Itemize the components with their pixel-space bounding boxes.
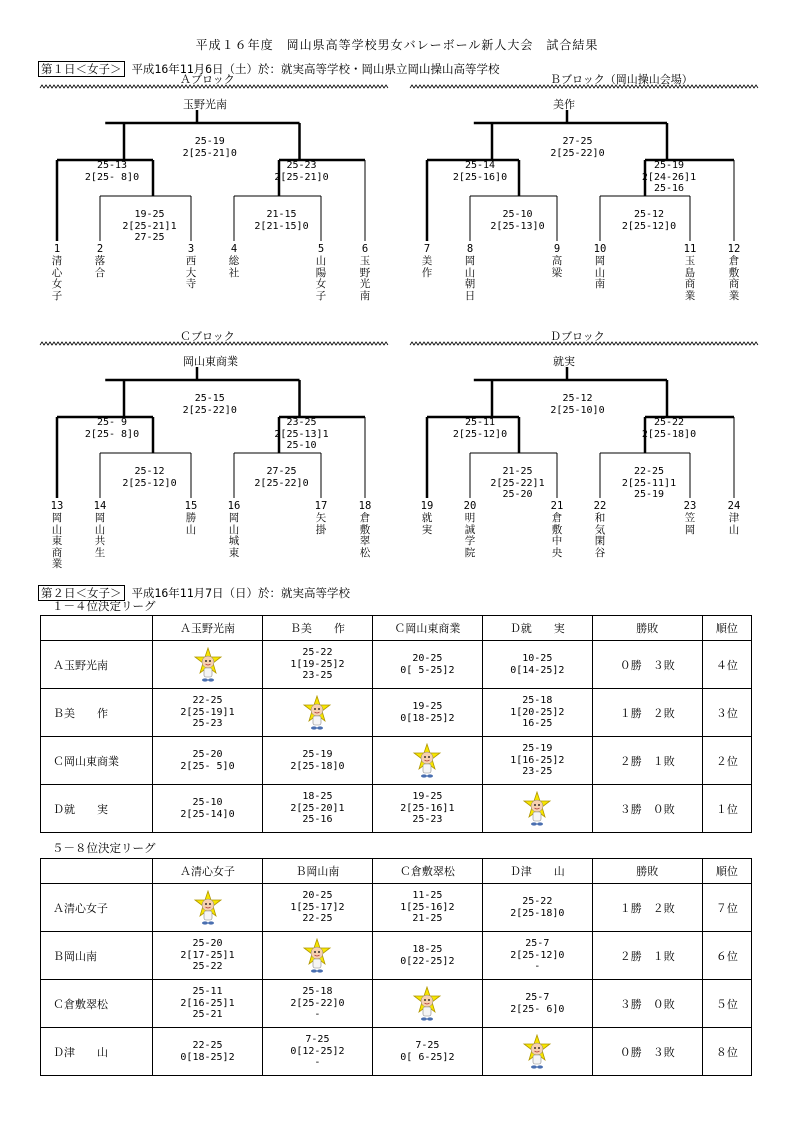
team-number: 6 [361, 243, 369, 255]
team-name: 美作 [421, 255, 433, 279]
match-score-line: 20-25 [412, 653, 443, 664]
self-match-cell [262, 932, 372, 980]
semi-right-score-line: 25-22 [653, 417, 685, 428]
quarter-left-score-line: 25-12 [134, 466, 165, 477]
match-score-line: 0[22-25]2 [400, 955, 455, 967]
block-winner: 玉野光南 [183, 98, 227, 111]
block-winner: 岡山東商業 [183, 355, 238, 368]
block-name: Ｃブロック [180, 330, 235, 343]
team-number: 9 [553, 243, 561, 255]
match-score-line: 2[25-14]0 [180, 808, 235, 820]
quarter-left-score [473, 466, 563, 501]
match-score-line: 0[12-25]2 [290, 1045, 345, 1057]
semi-left-score-line: 2[25- 8]0 [84, 171, 140, 183]
match-score-line: 2[16-25]1 [180, 997, 235, 1009]
match-score-line: 7-25 [415, 1040, 440, 1051]
semi-right-score-line: 2[25-13]1 [274, 428, 329, 440]
quarter-left-score [105, 209, 195, 244]
final-score [533, 393, 623, 416]
team-name: 和気閑谷 [594, 512, 606, 559]
final-score-line: 25-19 [194, 136, 225, 147]
team-name: 玉島商業 [684, 255, 696, 302]
match-score-cell [372, 884, 482, 932]
match-score-line: 22-25 [192, 695, 223, 707]
match-score-cell [482, 980, 592, 1028]
quarter-left-score-line: 2[25-12]0 [122, 477, 177, 489]
match-score-line: 1[20-25]2 [510, 706, 565, 718]
final-score [165, 393, 255, 416]
quarter-left-score [105, 466, 195, 489]
league-header-cell: Ａ清心女子 [153, 859, 263, 884]
semi-left-score-line: 2[25-16]0 [452, 171, 508, 183]
team-name: 津山 [728, 512, 740, 536]
match-score-cell [153, 932, 263, 980]
match-score-cell [153, 980, 263, 1028]
final-score-line: 2[25-21]0 [182, 147, 237, 159]
semi-right-score [624, 160, 714, 195]
match-score-cell [482, 884, 592, 932]
league-team-name: Ａ清心女子 [41, 884, 153, 932]
match-score-line: 25-20 [192, 749, 223, 760]
team-number: 20 [463, 500, 477, 512]
self-match-cell [372, 737, 482, 785]
league-header-cell: Ｄ津 山 [482, 859, 592, 884]
quarter-right-score-line: 2[25-22]0 [254, 477, 309, 489]
league-rank: １位 [702, 785, 751, 833]
match-score-line: 18-25 [302, 791, 333, 803]
match-score-line: 25-18 [302, 986, 333, 998]
league-rank: ６位 [702, 932, 751, 980]
match-score-cell [372, 1028, 482, 1076]
team-name: 総社 [228, 255, 240, 279]
semi-right-score-line: 25-10 [286, 440, 317, 451]
league-rank: ７位 [702, 884, 751, 932]
quarter-right-score-line: 2[25-11]1 [621, 477, 677, 489]
match-score-line: - [314, 1009, 321, 1021]
team-number: 13 [50, 500, 64, 512]
match-score-line: - [314, 1057, 321, 1069]
league-header-cell: Ｂ美 作 [262, 616, 372, 641]
match-score-line: 25-20 [192, 938, 223, 950]
league-header-cell: 勝敗 [592, 616, 702, 641]
team-number: 24 [727, 500, 741, 512]
team-name: 就実 [421, 512, 433, 536]
match-score-line: 1[25-16]2 [400, 901, 455, 913]
league-rank: ８位 [702, 1028, 751, 1076]
quarter-right-score-line: 2[25-12]0 [621, 220, 677, 232]
league-record: ２勝 １敗 [592, 737, 702, 785]
mascot-icon [522, 1034, 552, 1070]
match-score-line: 1[16-25]2 [510, 754, 565, 766]
final-score-line: 2[25-22]0 [550, 147, 605, 159]
semi-left-score [435, 417, 525, 440]
team-name: 明誠学院 [464, 512, 476, 559]
match-score-cell [262, 980, 372, 1028]
league-header-cell: Ｃ岡山東商業 [372, 616, 482, 641]
match-score-line: 22-25 [192, 1040, 223, 1051]
block-name: Ａブロック [180, 73, 235, 86]
team-name: 西大寺 [185, 255, 197, 290]
mascot-icon [193, 647, 223, 683]
league-record: ３勝 ０敗 [592, 980, 702, 1028]
match-score-line: 19-25 [412, 701, 443, 712]
match-score-line: 23-25 [522, 766, 553, 778]
match-score-cell [262, 737, 372, 785]
team-name: 清心女子 [51, 255, 63, 302]
mascot-icon [412, 743, 442, 779]
final-score-line: 2[25-10]0 [550, 404, 605, 416]
team-number: 1 [53, 243, 61, 255]
match-score-line: 25-22 [522, 896, 553, 907]
semi-right-score [257, 417, 347, 452]
team-name: 倉敷中央 [551, 512, 563, 559]
team-number: 23 [683, 500, 697, 512]
team-number: 12 [727, 243, 741, 255]
match-score-cell [262, 884, 372, 932]
match-score-line: - [534, 961, 541, 973]
team-number: 14 [93, 500, 107, 512]
team-number: 17 [314, 500, 328, 512]
team-number: 15 [184, 500, 198, 512]
match-score-line: 2[25-16]1 [400, 802, 455, 814]
match-score-line: 7-25 [305, 1034, 330, 1046]
final-score-line: 25-12 [562, 393, 593, 404]
team-number: 4 [230, 243, 238, 255]
match-score-line: 25-7 [525, 938, 550, 950]
team-name: 岡山城東 [228, 512, 240, 559]
match-score-line: 25-22 [192, 961, 223, 973]
quarter-left-score-line: 2[25-13]0 [490, 220, 545, 232]
match-score-cell [153, 689, 263, 737]
semi-left-score-line: 25- 9 [96, 417, 128, 428]
team-number: 8 [466, 243, 474, 255]
match-score-line: 0[14-25]2 [510, 664, 565, 676]
team-name: 岡山朝日 [464, 255, 476, 302]
quarter-left-score-line: 19-25 [134, 209, 165, 220]
team-name: 岡山東商業 [51, 512, 63, 570]
league-header-cell: Ｄ就 実 [482, 616, 592, 641]
quarter-left-score-line: 2[25-21]1 [122, 220, 177, 232]
quarter-right-score-line: 25-19 [633, 489, 665, 500]
match-score-line: 0[18-25]2 [400, 712, 455, 724]
match-score-cell [262, 1028, 372, 1076]
match-score-line: 2[25-18]0 [510, 907, 565, 919]
match-score-cell [482, 641, 592, 689]
match-score-line: 2[25-22]0 [290, 997, 345, 1009]
semi-right-score [624, 417, 714, 440]
league-row [41, 785, 752, 833]
semi-right-score-line: 25-19 [653, 160, 685, 171]
team-name: 岡山共生 [94, 512, 106, 559]
match-score-cell [372, 785, 482, 833]
day1-label: 第１日＜女子＞ [38, 61, 125, 77]
semi-right-score-line: 2[24-26]1 [641, 171, 697, 183]
match-score-line: 2[25-19]1 [180, 706, 235, 718]
league-team-name: Ｂ美 作 [41, 689, 153, 737]
league-team-name: Ａ玉野光南 [41, 641, 153, 689]
quarter-left-score-line: 27-25 [134, 232, 165, 243]
match-score-line: 25-11 [192, 986, 223, 998]
match-score-line: 25-19 [302, 749, 333, 760]
match-score-line: 2[25-20]1 [290, 802, 345, 814]
league-record: ２勝 １敗 [592, 932, 702, 980]
match-score-cell [482, 737, 592, 785]
block-winner: 就実 [553, 355, 575, 368]
quarter-left-score-line: 2[25-22]1 [490, 477, 545, 489]
team-name: 矢掛 [315, 512, 327, 536]
self-match-cell [482, 785, 592, 833]
mascot-icon [302, 938, 332, 974]
final-score [533, 136, 623, 159]
match-score-line: 20-25 [302, 890, 333, 902]
block-winner: 美作 [553, 98, 575, 111]
league-row [41, 932, 752, 980]
league2-title: ５－８位決定リーグ [52, 841, 156, 855]
team-number: 5 [317, 243, 325, 255]
final-score-line: 2[25-22]0 [182, 404, 237, 416]
league-header-cell [41, 859, 153, 884]
team-name: 落合 [94, 255, 106, 279]
semi-left-score-line: 25-13 [96, 160, 128, 171]
match-score-cell [482, 932, 592, 980]
final-score [165, 136, 255, 159]
team-name: 勝山 [185, 512, 197, 536]
league-rank: ２位 [702, 737, 751, 785]
day2-label: 第２日＜女子＞ [38, 585, 125, 601]
match-score-line: 2[25-18]0 [290, 760, 345, 772]
league2-table [40, 858, 752, 1076]
match-score-line: 10-25 [522, 653, 553, 664]
match-score-line: 25-23 [412, 814, 443, 826]
league-row [41, 884, 752, 932]
quarter-right-score [604, 209, 694, 232]
league-header-cell: Ａ玉野光南 [153, 616, 263, 641]
match-score-line: 25-23 [192, 718, 223, 730]
match-score-line: 0[18-25]2 [180, 1051, 235, 1063]
semi-left-score-line: 2[25-12]0 [452, 428, 508, 440]
self-match-cell [153, 884, 263, 932]
team-number: 3 [187, 243, 195, 255]
semi-left-score-line: 25-11 [464, 417, 496, 428]
match-score-line: 25-16 [302, 814, 333, 826]
team-name: 岡山南 [594, 255, 606, 290]
team-name: 倉敷商業 [728, 255, 740, 302]
semi-left-score [67, 417, 157, 440]
self-match-cell [153, 641, 263, 689]
league-header-cell: 順位 [702, 616, 751, 641]
mascot-icon [193, 890, 223, 926]
match-score-line: 2[17-25]1 [180, 949, 235, 961]
team-number: 19 [420, 500, 434, 512]
self-match-cell [372, 980, 482, 1028]
team-number: 21 [550, 500, 564, 512]
quarter-left-score [473, 209, 563, 232]
team-number: 11 [683, 243, 697, 255]
team-number: 10 [593, 243, 607, 255]
final-score-line: 25-15 [194, 393, 225, 404]
league-header-cell [41, 616, 153, 641]
semi-left-score-line: 25-14 [464, 160, 496, 171]
self-match-cell [482, 1028, 592, 1076]
match-score-line: 2[25- 6]0 [510, 1003, 565, 1015]
team-number: 22 [593, 500, 607, 512]
team-name: 玉野光南 [359, 255, 371, 302]
league-header-cell: 順位 [702, 859, 751, 884]
match-score-cell [153, 785, 263, 833]
match-score-line: 22-25 [302, 913, 333, 925]
semi-right-score-line: 25-16 [653, 183, 685, 194]
league-team-name: Ｃ岡山東商業 [41, 737, 153, 785]
league-team-name: Ｄ就 実 [41, 785, 153, 833]
match-score-line: 0[ 5-25]2 [400, 664, 455, 676]
match-score-cell [372, 641, 482, 689]
self-match-cell [262, 689, 372, 737]
match-score-line: 23-25 [302, 670, 333, 682]
league1-title: １－４位決定リーグ [52, 599, 156, 613]
semi-left-score-line: 2[25- 8]0 [84, 428, 140, 440]
match-score-cell [372, 689, 482, 737]
block-name: Ｂブロック（岡山操山会場） [550, 73, 693, 86]
league-header-cell: 勝敗 [592, 859, 702, 884]
league-row [41, 1028, 752, 1076]
semi-left-score [67, 160, 157, 183]
match-score-line: 25-22 [302, 647, 333, 659]
team-number: 18 [358, 500, 372, 512]
page-title: 平成１６年度 岡山県高等学校男女バレーボール新人大会 試合結果 [195, 38, 599, 52]
league-record: １勝 ２敗 [592, 884, 702, 932]
league-team-name: Ｃ倉敷翠松 [41, 980, 153, 1028]
league-record: ０勝 ３敗 [592, 641, 702, 689]
league-team-name: Ｂ岡山南 [41, 932, 153, 980]
match-score-line: 1[19-25]2 [290, 658, 345, 670]
final-score-line: 27-25 [562, 136, 593, 147]
match-score-line: 11-25 [412, 890, 443, 902]
league-rank: ３位 [702, 689, 751, 737]
league-record: １勝 ２敗 [592, 689, 702, 737]
team-name: 山陽女子 [315, 255, 327, 302]
match-score-line: 25-10 [192, 797, 223, 808]
match-score-line: 16-25 [522, 718, 553, 730]
team-name: 倉敷翠松 [359, 512, 371, 559]
day1-info: 平成16年11月6日（土）於：就実高等学校・岡山県立岡山操山高等学校 [131, 62, 500, 76]
day2-info: 平成16年11月7日（日）於：就実高等学校 [131, 586, 351, 600]
quarter-right-score-line: 21-15 [266, 209, 297, 220]
mascot-icon [412, 986, 442, 1022]
semi-right-score-line: 2[25-18]0 [641, 428, 697, 440]
match-score-line: 25-18 [522, 695, 553, 707]
quarter-right-score-line: 25-12 [633, 209, 665, 220]
match-score-line: 18-25 [412, 944, 443, 955]
league-row [41, 980, 752, 1028]
match-score-cell [153, 737, 263, 785]
league-row [41, 737, 752, 785]
semi-left-score [435, 160, 525, 183]
quarter-right-score-line: 2[21-15]0 [254, 220, 309, 232]
semi-right-score-line: 23-25 [286, 417, 317, 428]
league-header-cell: Ｃ倉敷翠松 [372, 859, 482, 884]
league-row [41, 641, 752, 689]
match-score-cell [372, 932, 482, 980]
quarter-right-score-line: 27-25 [266, 466, 297, 477]
league-rank: ５位 [702, 980, 751, 1028]
team-number: 2 [96, 243, 104, 255]
quarter-right-score [604, 466, 694, 501]
match-score-cell [153, 1028, 263, 1076]
match-score-line: 25-19 [522, 743, 553, 755]
league-team-name: Ｄ津 山 [41, 1028, 153, 1076]
league-row [41, 689, 752, 737]
match-score-cell [482, 689, 592, 737]
match-score-line: 2[25- 5]0 [180, 760, 235, 772]
quarter-right-score [237, 466, 327, 489]
match-score-cell [262, 641, 372, 689]
match-score-line: 2[25-12]0 [510, 949, 565, 961]
match-score-line: 21-25 [412, 913, 443, 925]
match-score-line: 19-25 [412, 791, 443, 803]
team-name: 高梁 [551, 255, 563, 279]
league-record: ３勝 ０敗 [592, 785, 702, 833]
match-score-cell [262, 785, 372, 833]
match-score-line: 1[25-17]2 [290, 901, 345, 913]
mascot-icon [522, 791, 552, 827]
league-record: ０勝 ３敗 [592, 1028, 702, 1076]
team-number: 16 [227, 500, 241, 512]
semi-right-score [257, 160, 347, 183]
match-score-line: 25-7 [525, 992, 550, 1003]
match-score-line: 25-21 [192, 1009, 223, 1021]
team-name: 笠岡 [684, 512, 696, 536]
semi-right-score-line: 2[25-21]0 [274, 171, 329, 183]
quarter-right-score [237, 209, 327, 232]
quarter-left-score-line: 25-20 [502, 489, 533, 500]
mascot-icon [302, 695, 332, 731]
block-name: Ｄブロック [550, 330, 605, 343]
semi-right-score-line: 25-23 [286, 160, 317, 171]
team-number: 7 [423, 243, 431, 255]
quarter-left-score-line: 21-25 [502, 466, 533, 477]
league-rank: ４位 [702, 641, 751, 689]
league1-table [40, 615, 752, 833]
league-header-cell: Ｂ岡山南 [262, 859, 372, 884]
quarter-right-score-line: 22-25 [633, 466, 665, 477]
quarter-left-score-line: 25-10 [502, 209, 533, 220]
match-score-line: 0[ 6-25]2 [400, 1051, 455, 1063]
